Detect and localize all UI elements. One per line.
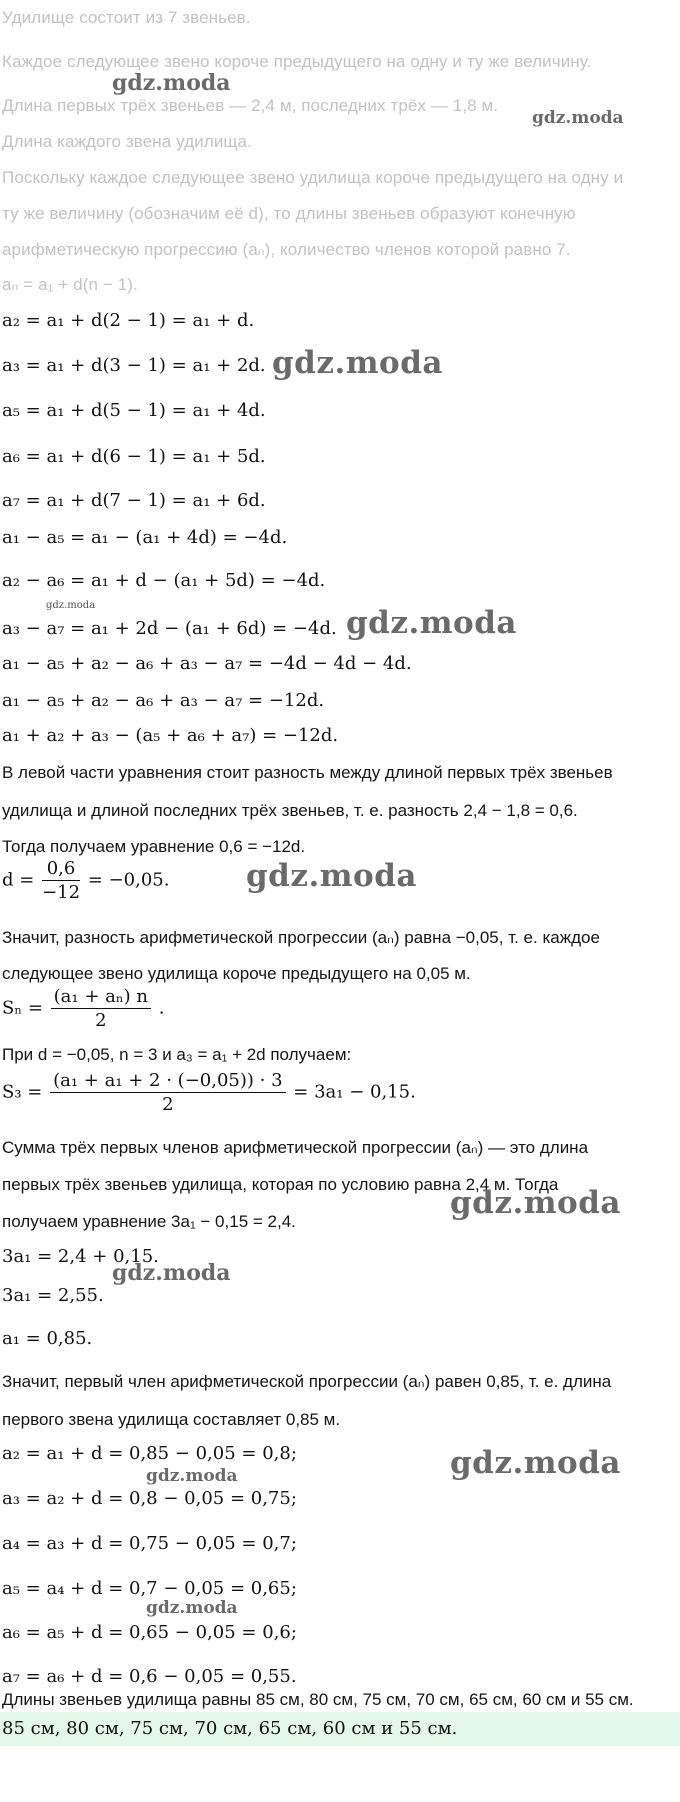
explanation-line: первого звена удилища составляет 0,85 м. <box>2 1410 341 1429</box>
formula-lhs: Sₙ = <box>2 997 43 1019</box>
d-formula <box>2 858 169 903</box>
watermark: gdz.moda <box>532 108 624 128</box>
formula-rhs: . <box>158 997 165 1019</box>
condition-line: Длина каждого звена удилища. <box>2 132 252 151</box>
condition-line: арифметическую прогрессию (aₙ), количество членов которой равно 7. <box>2 240 571 259</box>
condition-line: ту же величину (обозначим её d), то длины звеньев образуют конечную <box>2 204 576 223</box>
fraction-denominator: 2 <box>162 1094 174 1115</box>
fraction-numerator: 0,6 <box>42 858 80 881</box>
conclusion-line: Длины звеньев удилища равны 85 см, 80 см, 75 см, 70 см, 65 см, 60 см и 55 см. <box>2 1690 634 1709</box>
answer-text: 85 см, 80 см, 75 см, 70 см, 65 см, 60 см и 55 см. <box>2 1718 458 1739</box>
watermark: gdz.moda <box>450 1445 621 1481</box>
equation: a₇ = a₁ + d(7 − 1) = a₁ + 6d. <box>2 490 266 511</box>
explanation-line: удилища и длиной последних трёх звеньев, т. е. разность 2,4 − 1,8 = 0,6. <box>2 801 578 820</box>
fraction <box>42 858 80 903</box>
equation: 3a₁ = 2,4 + 0,15. <box>2 1246 159 1267</box>
equation: a₄ = a₃ + d = 0,75 − 0,05 = 0,7; <box>2 1533 297 1554</box>
equation: a₅ = a₁ + d(5 − 1) = a₁ + 4d. <box>2 400 266 421</box>
fraction-numerator: (a₁ + aₙ) n <box>51 986 151 1009</box>
equation: a₂ = a₁ + d(2 − 1) = a₁ + d. <box>2 310 255 331</box>
watermark: gdz.moda <box>146 1466 238 1486</box>
watermark: gdz.moda <box>146 1598 238 1618</box>
equation: a₂ = a₁ + d = 0,85 − 0,05 = 0,8; <box>2 1443 297 1464</box>
sn-formula <box>2 986 164 1031</box>
equation: a₇ = a₆ + d = 0,6 − 0,05 = 0,55. <box>2 1666 297 1687</box>
equation: a₃ − a₇ = a₁ + 2d − (a₁ + 6d) = −4d. <box>2 618 337 639</box>
fraction <box>50 1070 285 1115</box>
watermark: gdz.moda <box>46 600 96 611</box>
condition-line: Удилище состоит из 7 звеньев. <box>2 8 251 27</box>
condition-line: Каждое следующее звено короче предыдущего на одну и ту же величину. <box>2 52 592 71</box>
explanation-line: При d = −0,05, n = 3 и a₃ = a₁ + 2d получаем: <box>2 1045 352 1064</box>
formula-lhs: d = <box>2 869 35 891</box>
equation: a₁ − a₅ = a₁ − (a₁ + 4d) = −4d. <box>2 527 288 548</box>
condition-line: Поскольку каждое следующее звено удилища короче предыдущего на одну и <box>2 168 624 187</box>
equation: a₅ = a₄ + d = 0,7 − 0,05 = 0,65; <box>2 1578 297 1599</box>
equation: a₁ − a₅ + a₂ − a₆ + a₃ − a₇ = −4d − 4d − 4d. <box>2 653 412 674</box>
explanation-line: следующее звено удилища короче предыдущего на 0,05 м. <box>2 964 471 983</box>
fraction-denominator: −12 <box>42 882 81 903</box>
watermark: gdz.moda <box>272 345 443 381</box>
equation: a₃ = a₂ + d = 0,8 − 0,05 = 0,75; <box>2 1488 297 1509</box>
equation: a₁ = 0,85. <box>2 1328 93 1349</box>
equation: a₃ = a₁ + d(3 − 1) = a₁ + 2d. <box>2 355 266 376</box>
watermark: gdz.moda <box>112 70 231 96</box>
condition-line: Длина первых трёх звеньев — 2,4 м, последних трёх — 1,8 м. <box>2 96 499 115</box>
watermark: gdz.moda <box>112 1260 231 1286</box>
condition-line: aₙ = a₁ + d(n − 1). <box>2 275 138 294</box>
explanation-line: получаем уравнение 3a₁ − 0,15 = 2,4. <box>2 1212 296 1231</box>
watermark: gdz.moda <box>346 605 517 641</box>
equation: a₂ − a₆ = a₁ + d − (a₁ + 5d) = −4d. <box>2 570 326 591</box>
answer-box <box>0 1712 680 1746</box>
explanation-line: Сумма трёх первых членов арифметической прогрессии (aₙ) — это длина <box>2 1138 589 1157</box>
equation: a₁ + a₂ + a₃ − (a₅ + a₆ + a₇) = −12d. <box>2 725 339 746</box>
formula-rhs: = −0,05. <box>87 869 170 891</box>
explanation-line: В левой части уравнения стоит разность между длиной первых трёх звеньев <box>2 763 613 782</box>
fraction <box>51 986 151 1031</box>
s3-formula <box>2 1070 416 1115</box>
equation: a₆ = a₅ + d = 0,65 − 0,05 = 0,6; <box>2 1622 297 1643</box>
fraction-numerator: (a₁ + a₁ + 2 · (−0,05)) · 3 <box>50 1070 285 1093</box>
equation: a₆ = a₁ + d(6 − 1) = a₁ + 5d. <box>2 446 266 467</box>
explanation-line: Значит, разность арифметической прогрессии (aₙ) равна −0,05, т. е. каждое <box>2 928 600 947</box>
equation: a₁ − a₅ + a₂ − a₆ + a₃ − a₇ = −12d. <box>2 690 325 711</box>
watermark: gdz.moda <box>450 1185 621 1221</box>
explanation-line: Тогда получаем уравнение 0,6 = −12d. <box>2 837 306 856</box>
explanation-line: первых трёх звеньев удилища, которая по условию равна 2,4 м. Тогда <box>2 1175 559 1194</box>
formula-lhs: S₃ = <box>2 1081 43 1103</box>
fraction-denominator: 2 <box>95 1010 107 1031</box>
explanation-line: Значит, первый член арифметической прогрессии (aₙ) равен 0,85, т. е. длина <box>2 1372 612 1391</box>
equation: 3a₁ = 2,55. <box>2 1285 104 1306</box>
formula-rhs: = 3a₁ − 0,15. <box>293 1081 416 1103</box>
watermark: gdz.moda <box>246 858 417 894</box>
